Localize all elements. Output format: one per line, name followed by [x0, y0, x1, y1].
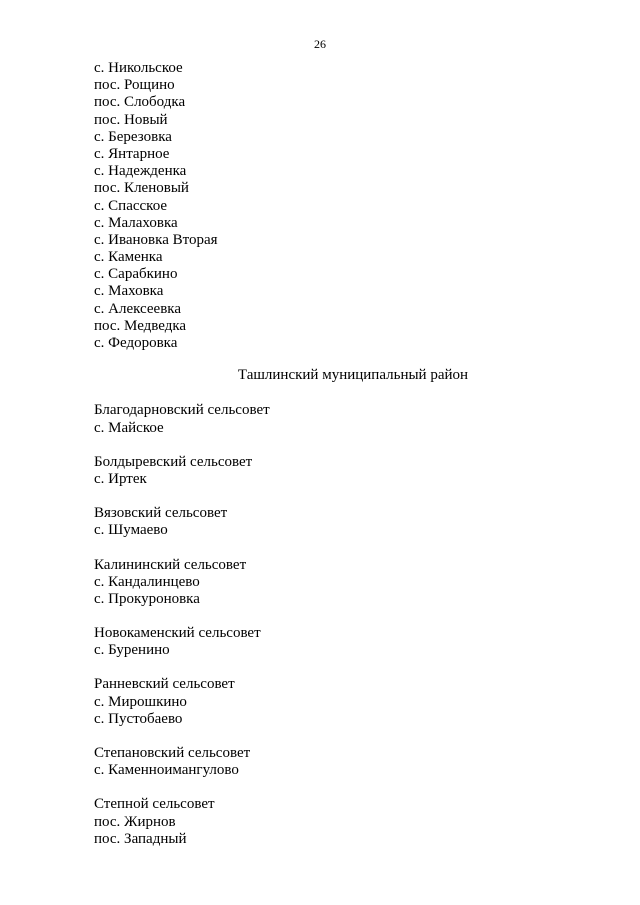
council-list [94, 402, 564, 848]
council-name: Болдыревский сельсовет [94, 453, 253, 470]
settlement-item: пос. Новый [94, 111, 168, 128]
settlement-item: с. Каменка [94, 249, 163, 266]
council-name: Новокаменский сельсовет [94, 625, 261, 642]
settlement-item: с. Березовка [94, 128, 172, 145]
document-body [94, 60, 564, 848]
settlement-item: с. Никольское [94, 60, 183, 76]
council-block [94, 676, 564, 728]
council-name: Степановский сельсовет [94, 745, 251, 761]
settlement-item: с. Спасское [94, 197, 168, 214]
settlement-item: пос. Жирнов [94, 813, 176, 830]
council-block [94, 625, 564, 659]
settlement-item: с. Буренино [94, 642, 170, 659]
council-name: Степной сельсовет [94, 796, 215, 813]
settlement-item: с. Ивановка Вторая [94, 231, 218, 248]
settlement-item: пос. Кленовый [94, 180, 189, 197]
settlement-item: с. Маховка [94, 283, 164, 300]
settlement-item: с. Мирошкино [94, 693, 187, 710]
council-name: Благодарновский сельсовет [94, 402, 270, 419]
settlement-item: с. Пустобаево [94, 710, 183, 727]
settlement-item: с. Шумаево [94, 522, 168, 539]
district-heading: Ташлинский муниципальный район [237, 367, 469, 384]
settlement-item: с. Янтарное [94, 145, 170, 162]
council-block [94, 402, 564, 436]
settlement-item: пос. Медведка [94, 317, 187, 334]
continued-settlement-list [94, 60, 564, 352]
settlement-item: с. Прокуроновка [94, 590, 200, 607]
council-name: Вязовский сельсовет [94, 505, 228, 522]
council-name: Ранневский сельсовет [94, 676, 235, 693]
settlement-item: с. Сарабкино [94, 266, 178, 283]
settlement-item: с. Федоровка [94, 335, 178, 351]
settlement-item: с. Каменноимангулово [94, 762, 239, 779]
settlement-item: пос. Западный [94, 830, 187, 847]
council-name: Калининский сельсовет [94, 556, 247, 573]
council-block [94, 796, 564, 848]
page-number: 26 [314, 37, 326, 51]
council-block [94, 454, 564, 488]
council-block [94, 745, 564, 779]
settlement-item: пос. Слободка [94, 94, 186, 111]
settlement-item: с. Малаховка [94, 214, 178, 231]
settlement-item: с. Надежденка [94, 163, 187, 180]
settlement-item: с. Алексеевка [94, 300, 182, 317]
settlement-item: с. Майское [94, 419, 164, 436]
council-block [94, 557, 564, 609]
settlement-item: с. Кандалинцево [94, 573, 200, 590]
settlement-item: пос. Рощино [94, 77, 175, 94]
council-block [94, 505, 564, 539]
settlement-item: с. Иртек [94, 470, 147, 487]
